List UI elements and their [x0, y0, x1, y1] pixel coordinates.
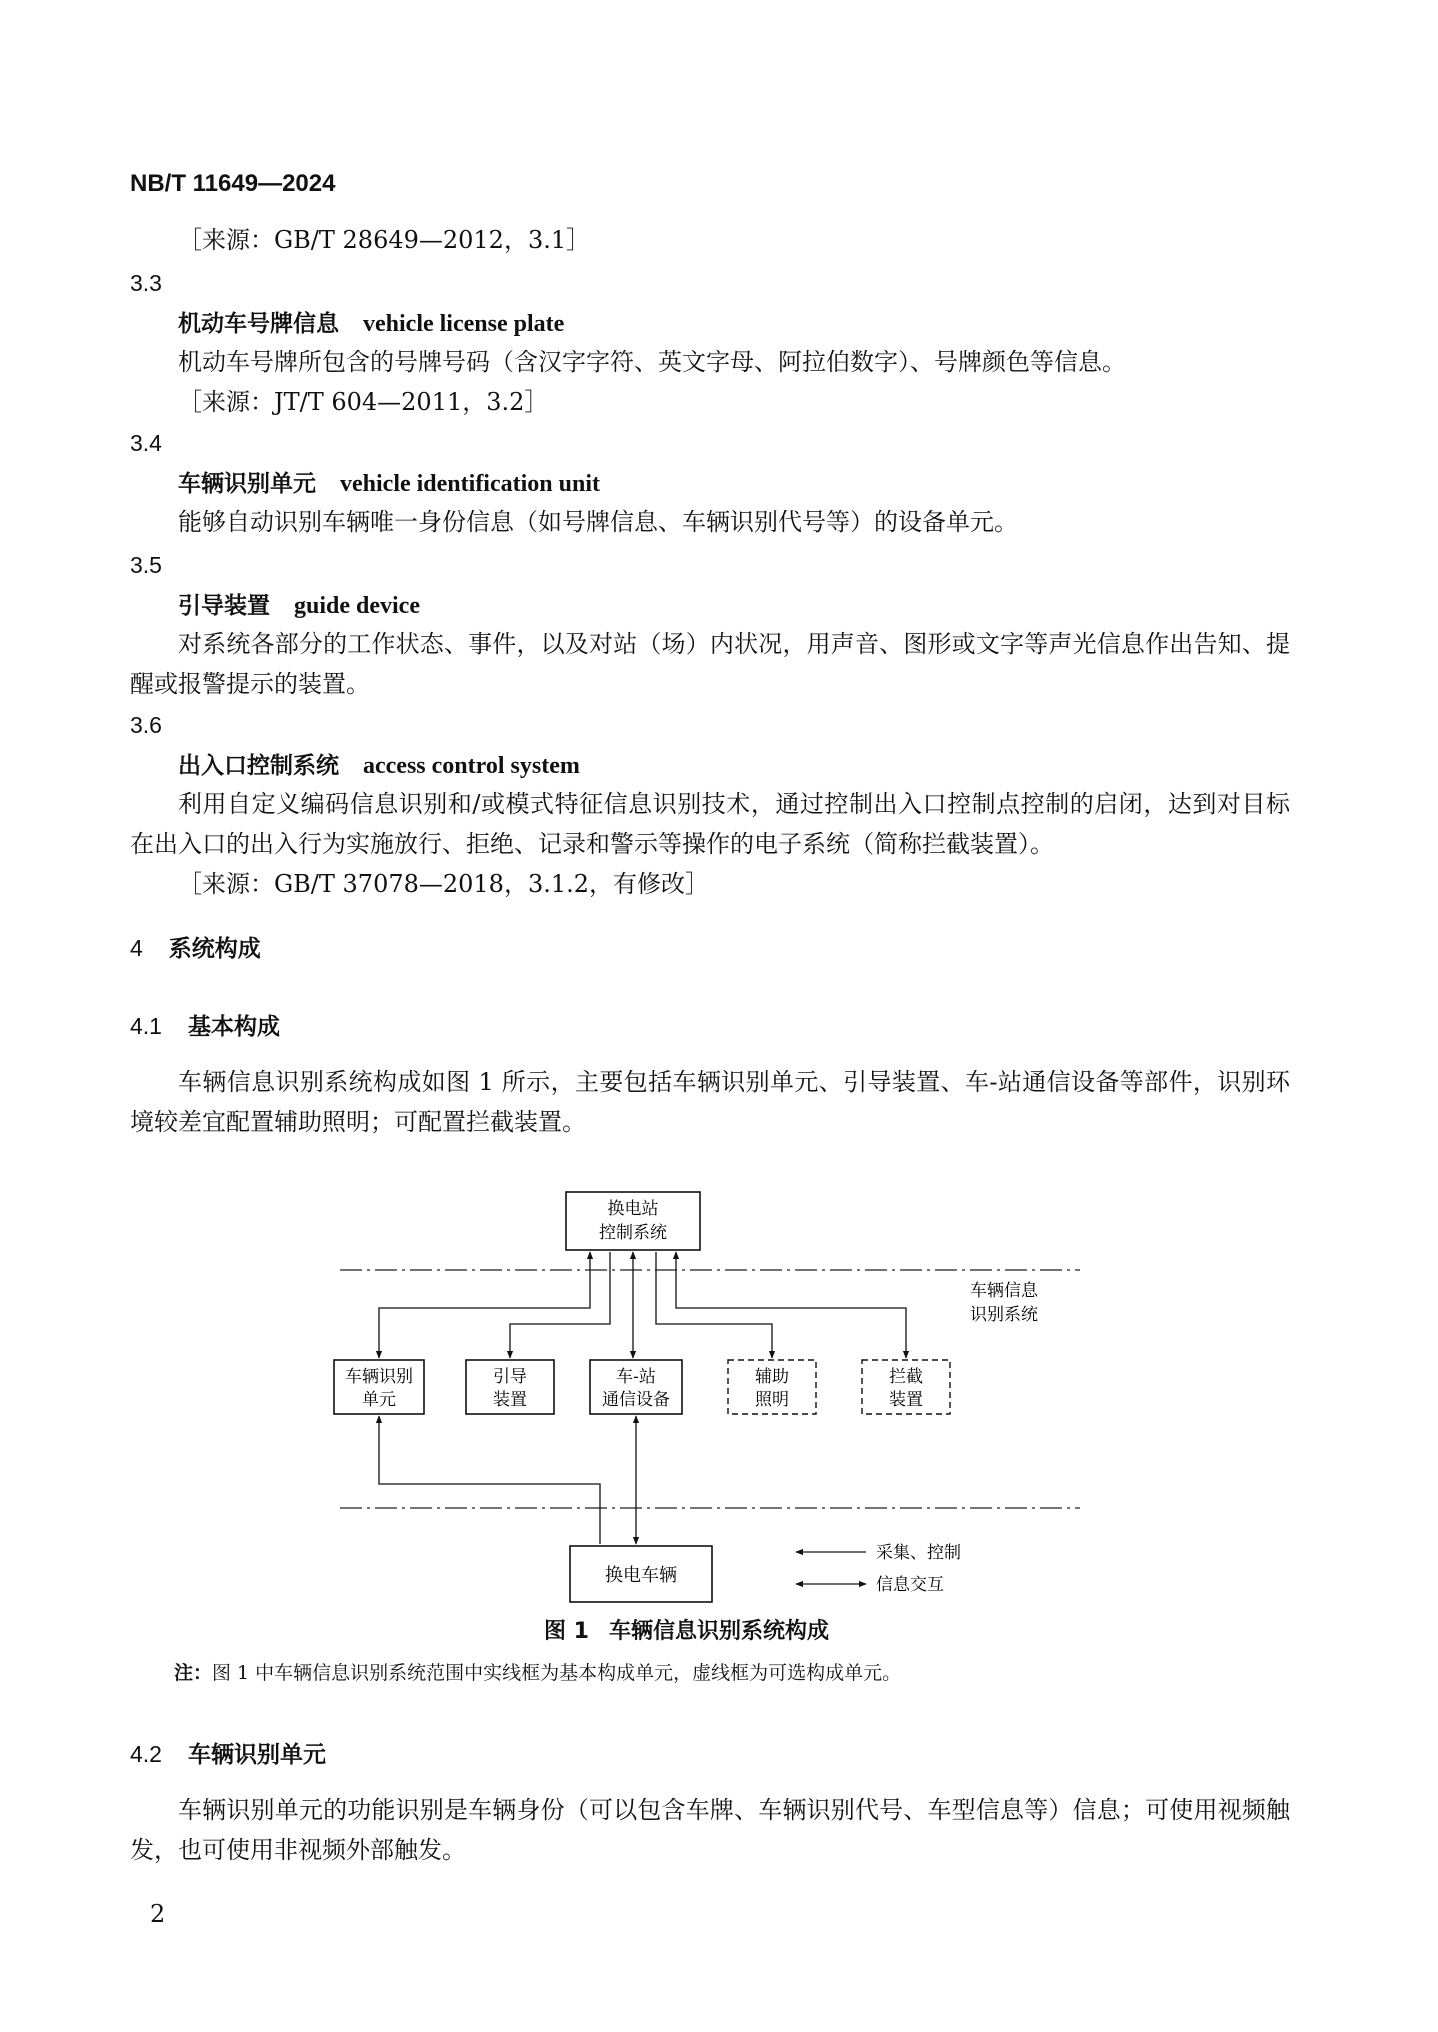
legend [796, 1543, 961, 1595]
section-4-2-heading [130, 1736, 326, 1769]
clause-number-3-5: 3.5 [130, 552, 162, 578]
source-citation-3-2: ［来源：GB/T 28649—2012，3.1］ [178, 226, 591, 254]
connector-barrier-device [676, 1252, 906, 1358]
definition-3-5: 对系统各部分的工作状态、事件，以及对站（场）内状况，用声音、图形或文字等声光信息作出告知、提醒或报警提示的装置。 [130, 630, 1290, 698]
unit-label-line-1: 引导 [493, 1367, 527, 1387]
term-en: guide device [294, 593, 420, 619]
station-control-line-2: 控制系统 [599, 1223, 667, 1243]
figure-label: 图 1 [544, 1619, 589, 1644]
unit-guide-device [466, 1360, 554, 1414]
unit-label-line-1: 车-站 [616, 1367, 656, 1387]
unit-label-line-1: 车辆识别 [345, 1367, 413, 1387]
unit-label-line-2: 照明 [755, 1390, 789, 1410]
term-en: vehicle identification unit [340, 471, 600, 497]
station-control-box [566, 1192, 700, 1250]
connector-guide-device [510, 1252, 610, 1358]
unit-label-line-2: 装置 [493, 1390, 527, 1410]
term-cn: 引导装置 [178, 593, 270, 619]
connector-identification-unit [379, 1252, 590, 1358]
clause-number-3-3: 3.3 [130, 270, 162, 296]
definition-3-3: 机动车号牌所包含的号牌号码（含汉字字符、英文字母、阿拉伯数字）、号牌颜色等信息。 [178, 348, 1126, 376]
term-en: access control system [363, 753, 580, 779]
section-number: 4.1 [130, 1013, 162, 1039]
definition-3-6: 利用自定义编码信息识别和/或模式特征信息识别技术，通过控制出入口控制点控制的启闭，达到对目标在出入口的出入行为实施放行、拒绝、记录和警示等操作的电子系统（简称拦截装置）。 [130, 790, 1290, 858]
source-citation-3-3: ［来源：JT/T 604—2011，3.2］ [178, 388, 549, 416]
note-text: 图 1 中车辆信息识别系统范围中实线框为基本构成单元，虚线框为可选构成单元。 [212, 1662, 902, 1684]
figure-note [174, 1658, 901, 1685]
legend-one-way-label: 采集、控制 [876, 1543, 961, 1563]
unit-barrier-device [862, 1360, 950, 1414]
term-en: vehicle license plate [363, 311, 565, 337]
section-4-1-paragraph: 车辆信息识别系统构成如图 1 所示，主要包括车辆识别单元、引导装置、车-站通信设备等部件，识别环境较差宜配置辅助照明；可配置拦截装置。 [130, 1068, 1290, 1136]
figure-caption [544, 1614, 829, 1645]
term-cn: 机动车号牌信息 [178, 311, 339, 337]
section-title: 基本构成 [187, 1014, 280, 1040]
unit-label-line-1: 拦截 [889, 1367, 923, 1387]
unit-auxiliary-lighting [728, 1360, 816, 1414]
definition-3-4: 能够自动识别车辆唯一身份信息（如号牌信息、车辆识别代号等）的设备单元。 [178, 508, 1018, 536]
page-number: 2 [150, 1900, 166, 1928]
station-control-line-1: 换电站 [607, 1199, 659, 1219]
connector-vehicle-to-identification [379, 1416, 600, 1544]
system-label-line-1: 车辆信息 [970, 1281, 1038, 1301]
unit-vehicle-identification [334, 1360, 424, 1414]
system-label-line-2: 识别系统 [970, 1305, 1038, 1325]
section-number: 4.2 [130, 1741, 162, 1767]
clause-number-3-6: 3.6 [130, 712, 162, 738]
unit-label-line-1: 辅助 [755, 1367, 789, 1387]
figure-title: 车辆信息识别系统构成 [608, 1619, 829, 1644]
unit-label-line-2: 通信设备 [602, 1390, 670, 1410]
section-4-2-paragraph: 车辆识别单元的功能识别是车辆身份（可以包含车牌、车辆识别代号、车型信息等）信息；可使用视频触发，也可使用非视频外部触发。 [130, 1796, 1290, 1864]
unit-label-line-2: 装置 [889, 1390, 923, 1410]
chapter-number: 4 [130, 935, 143, 961]
section-title: 车辆识别单元 [187, 1742, 326, 1768]
legend-two-way-label: 信息交互 [876, 1575, 944, 1595]
unit-vehicle-station-comm [590, 1360, 682, 1414]
term-cn: 车辆识别单元 [178, 471, 316, 497]
standard-code: NB/T 11649—2024 [130, 170, 336, 197]
clause-number-3-4: 3.4 [130, 430, 162, 456]
chapter-title: 系统构成 [168, 936, 261, 962]
note-label: 注： [174, 1662, 213, 1684]
source-citation-3-6: ［来源：GB/T 37078—2018，3.1.2，有修改］ [178, 870, 710, 898]
battery-swap-vehicle-box [570, 1546, 712, 1602]
connector-auxiliary-lighting [656, 1252, 772, 1358]
unit-label-line-2: 单元 [362, 1390, 396, 1410]
term-cn: 出入口控制系统 [178, 753, 339, 779]
battery-swap-vehicle-label: 换电车辆 [605, 1565, 677, 1586]
